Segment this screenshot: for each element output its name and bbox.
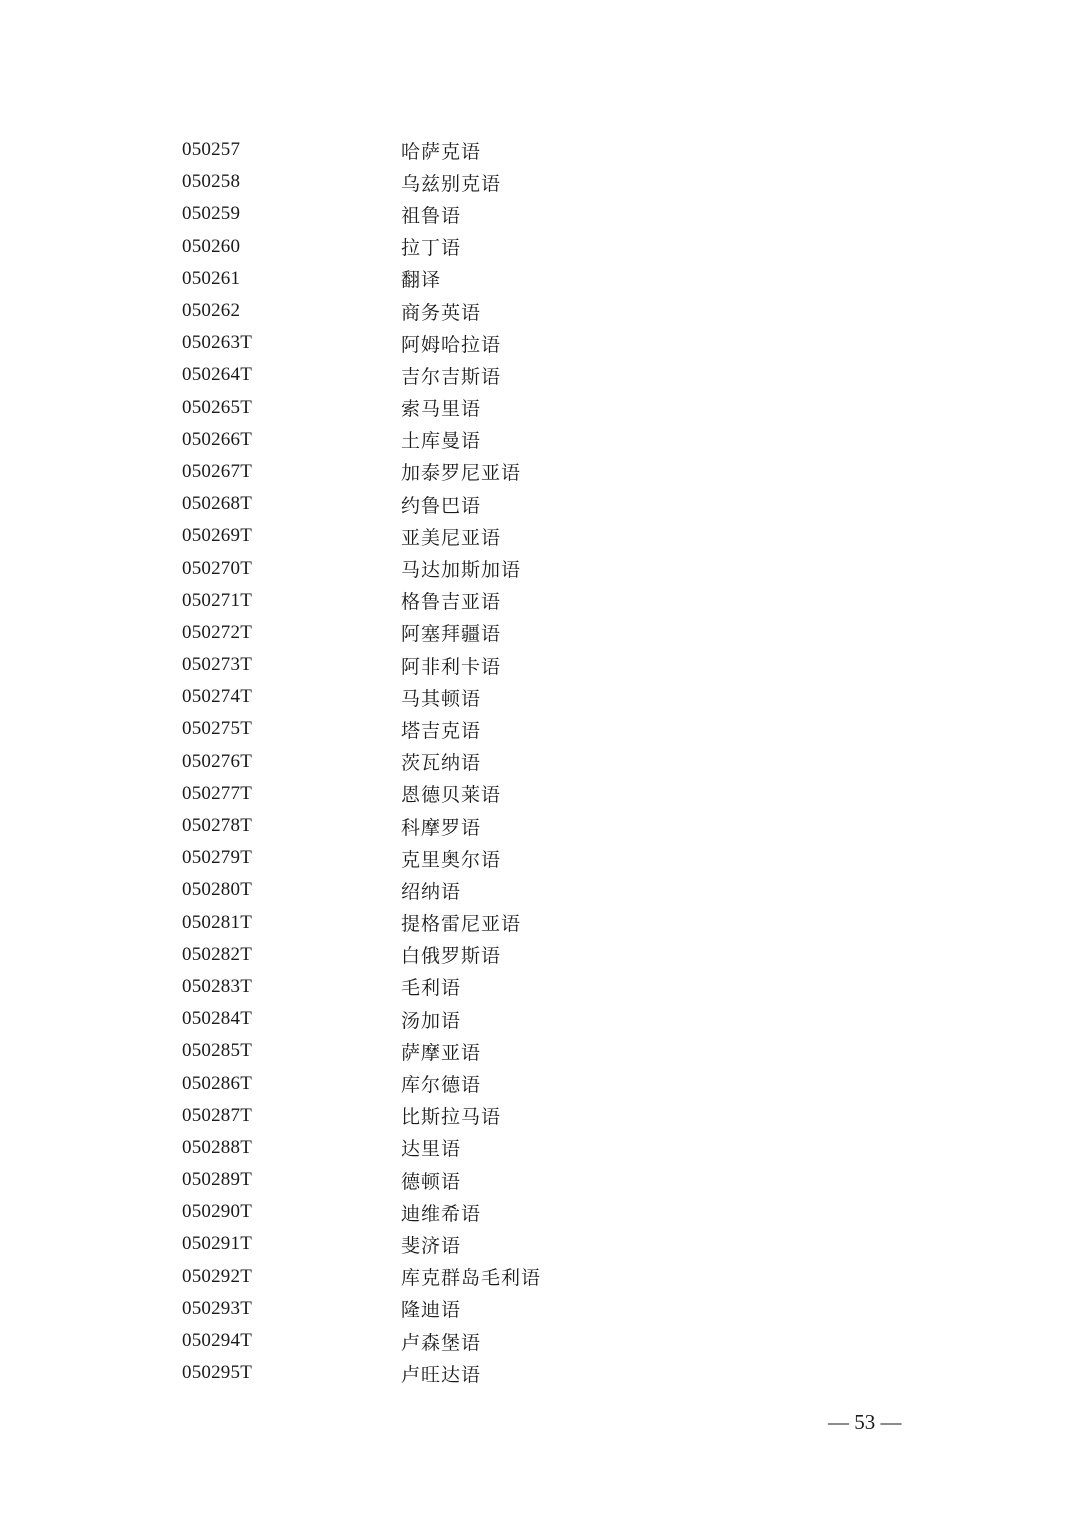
major-code: 050263T	[182, 332, 253, 354]
major-code: 050283T	[182, 975, 253, 997]
major-name: 汤加语	[401, 1009, 462, 1032]
major-code: 050268T	[182, 493, 253, 515]
list-item	[182, 681, 882, 713]
major-code: 050287T	[182, 1104, 253, 1126]
major-code: 050291T	[182, 1233, 253, 1255]
list-item	[182, 649, 882, 681]
major-name: 隆迪语	[401, 1299, 462, 1322]
major-code: 050281T	[182, 911, 253, 933]
major-name: 斐济语	[401, 1234, 462, 1257]
major-code: 050260	[182, 235, 241, 257]
major-name: 阿塞拜疆语	[401, 623, 502, 646]
major-name: 拉丁语	[401, 237, 462, 260]
major-code: 050276T	[182, 750, 253, 772]
major-name: 商务英语	[401, 301, 482, 324]
major-name: 德顿语	[401, 1170, 462, 1193]
major-name: 亚美尼亚语	[401, 526, 502, 549]
list-item	[182, 424, 882, 456]
major-name: 科摩罗语	[401, 816, 482, 839]
list-item	[182, 1293, 882, 1325]
major-name: 卢森堡语	[401, 1331, 482, 1354]
major-name: 乌兹别克语	[401, 172, 502, 195]
list-item	[182, 585, 882, 617]
major-name: 阿非利卡语	[401, 655, 502, 678]
major-name: 祖鲁语	[401, 204, 462, 227]
major-code: 050290T	[182, 1201, 253, 1223]
major-name: 克里奥尔语	[401, 848, 502, 871]
major-code: 050279T	[182, 847, 253, 869]
major-name: 阿姆哈拉语	[401, 333, 502, 356]
major-code: 050292T	[182, 1265, 253, 1287]
major-code: 050266T	[182, 428, 253, 450]
list-item	[182, 1067, 882, 1099]
major-code: 050272T	[182, 621, 253, 643]
major-code: 050286T	[182, 1072, 253, 1094]
major-name: 塔吉克语	[401, 719, 482, 742]
major-name: 格鲁吉亚语	[401, 591, 502, 614]
list-item	[182, 263, 882, 295]
major-code: 050288T	[182, 1136, 253, 1158]
list-item	[182, 939, 882, 971]
major-code: 050295T	[182, 1362, 253, 1384]
major-code: 050289T	[182, 1169, 253, 1191]
major-code: 050264T	[182, 364, 253, 386]
major-code: 050273T	[182, 654, 253, 676]
list-item	[182, 1164, 882, 1196]
list-item	[182, 907, 882, 939]
major-code: 050293T	[182, 1297, 253, 1319]
list-item	[182, 198, 882, 230]
list-item	[182, 1196, 882, 1228]
major-name: 库尔德语	[401, 1074, 482, 1097]
list-item	[182, 1100, 882, 1132]
page-number: — 53 —	[828, 1410, 902, 1434]
list-item	[182, 1035, 882, 1067]
major-name: 库克群岛毛利语	[401, 1267, 542, 1290]
list-item	[182, 842, 882, 874]
major-name: 白俄罗斯语	[401, 945, 502, 968]
list-item	[182, 1003, 882, 1035]
major-code: 050294T	[182, 1330, 253, 1352]
major-code: 050270T	[182, 557, 253, 579]
major-code: 050267T	[182, 460, 253, 482]
list-item	[182, 1228, 882, 1260]
major-name: 恩德贝莱语	[401, 784, 502, 807]
major-code: 050258	[182, 171, 241, 193]
list-item	[182, 617, 882, 649]
major-name: 哈萨克语	[401, 140, 482, 163]
list-item	[182, 392, 882, 424]
major-code: 050265T	[182, 396, 253, 418]
list-item	[182, 488, 882, 520]
list-item	[182, 1132, 882, 1164]
list-item	[182, 874, 882, 906]
major-code: 050284T	[182, 1008, 253, 1030]
major-name: 吉尔吉斯语	[401, 365, 502, 388]
major-code: 050285T	[182, 1040, 253, 1062]
list-item	[182, 456, 882, 488]
major-name: 茨瓦纳语	[401, 752, 482, 775]
major-code: 050278T	[182, 815, 253, 837]
major-name: 马达加斯加语	[401, 559, 522, 582]
list-item	[182, 134, 882, 166]
major-name: 毛利语	[401, 977, 462, 1000]
major-code: 050271T	[182, 589, 253, 611]
major-name: 提格雷尼亚语	[401, 913, 522, 936]
major-name: 卢旺达语	[401, 1363, 482, 1386]
list-item	[182, 713, 882, 745]
major-name: 绍纳语	[401, 880, 462, 903]
major-code: 050259	[182, 203, 241, 225]
major-code: 050282T	[182, 943, 253, 965]
major-code: 050274T	[182, 686, 253, 708]
list-item	[182, 520, 882, 552]
major-name: 土库曼语	[401, 430, 482, 453]
list-item	[182, 971, 882, 1003]
list-item	[182, 327, 882, 359]
major-code: 050277T	[182, 782, 253, 804]
major-name: 萨摩亚语	[401, 1041, 482, 1064]
major-name: 约鲁巴语	[401, 494, 482, 517]
major-name: 翻译	[401, 269, 442, 292]
list-item	[182, 552, 882, 584]
major-name: 达里语	[401, 1138, 462, 1161]
list-item	[182, 1325, 882, 1357]
list-item	[182, 231, 882, 263]
list-item	[182, 295, 882, 327]
major-code: 050261	[182, 267, 241, 289]
major-code: 050257	[182, 139, 241, 161]
major-name: 马其顿语	[401, 687, 482, 710]
major-code: 050280T	[182, 879, 253, 901]
list-item	[182, 778, 882, 810]
list-item	[182, 810, 882, 842]
list-item	[182, 1357, 882, 1389]
major-code: 050275T	[182, 718, 253, 740]
major-code: 050269T	[182, 525, 253, 547]
major-name: 加泰罗尼亚语	[401, 462, 522, 485]
major-name: 索马里语	[401, 398, 482, 421]
major-name: 比斯拉马语	[401, 1106, 502, 1129]
list-item	[182, 1261, 882, 1293]
major-name: 迪维希语	[401, 1202, 482, 1225]
list-item	[182, 359, 882, 391]
list-item	[182, 166, 882, 198]
list-item	[182, 746, 882, 778]
majors-list	[182, 134, 882, 1389]
major-code: 050262	[182, 300, 241, 322]
